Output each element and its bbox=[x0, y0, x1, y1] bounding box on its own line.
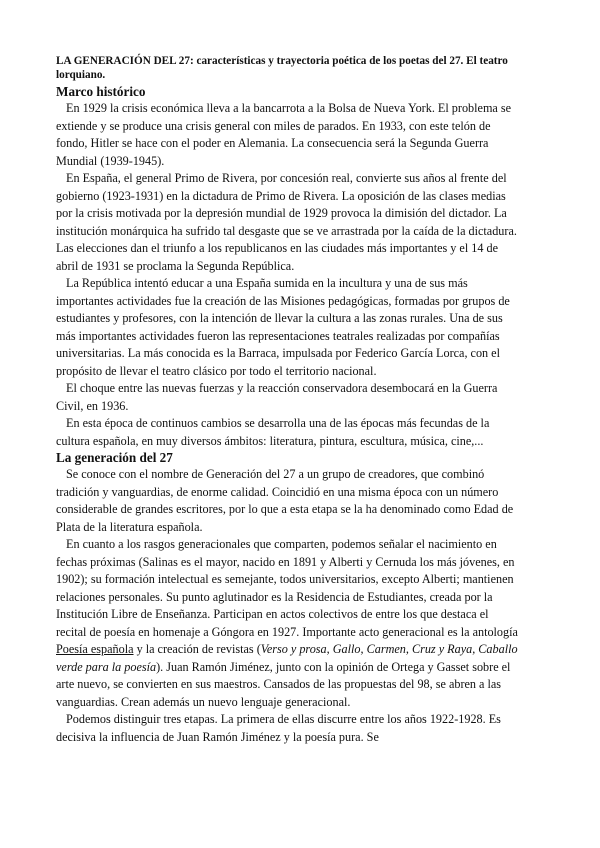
paragraph: Podemos distinguir tres etapas. La primera de ellas discurre entre los años 1922-1928. Es decisiva la influencia de Juan Ramón Jiménez y la poesía pura. Se bbox=[56, 712, 501, 744]
paragraph-text: y la creación de revistas ( bbox=[133, 642, 261, 656]
paragraph: En 1929 la crisis económica lleva a la bancarrota a la Bolsa de Nueva York. El problema se extiende y se produce una crisis general con miles de parados. En 1933, con este telón de fondo, Hitler se hace con el poder en Alemania. La consecuencia será la Segunda Guerra Mundial (1939-1945). bbox=[56, 101, 512, 168]
magazine-titles: Verso y prosa, Gallo, Carmen, Cruz y Raya, Caballo verde para la poesía bbox=[56, 642, 518, 674]
paragraph: Se conoce con el nombre de Generación del 27 a un grupo de creadores, que combinó tradición y vanguardias, de enorme calidad. Coincidió en una misma época con un número considerable de grandes escritores, por lo que a esta etapa se la ha denominado como Edad de Plata de la literatura española. bbox=[56, 467, 514, 534]
paragraph: En esta época de continuos cambios se desarrolla una de las épocas más fecundas de la cultura española, en muy diversos ámbitos: literatura, pintura, escultura, música, cine,... bbox=[56, 416, 490, 448]
document-title: LA GENERACIÓN DEL 27: características y trayectoria poética de los poetas del 27. El teatro lorquiano. bbox=[56, 55, 508, 81]
paragraph-text: ). Juan Ramón Jiménez, junto con la opinión de Ortega y Gasset sobre el arte nuevo, se convierten en sus maestros. Cansados de las propuestas del 98, se abren a las vanguardias. Crean además un nuevo lenguaje generacional. bbox=[56, 659, 511, 709]
paragraph: El choque entre las nuevas fuerzas y la reacción conservadora desembocará en la Guerra Civil, en 1936. bbox=[56, 381, 498, 413]
paragraph-text: En cuanto a los rasgos generacionales que comparten, podemos señalar el nacimiento en fechas próximas (Salinas es el mayor, nacido en 1891 y Alberti y Cernuda los más jóvenes, en 1902); su formación intelectual es semejante, todos universitarios, excepto Alberti; mantienen relaciones personales. Su punto aglutinador es la Residencia de Estudiantes, creada por la Institución Libre de Enseñanza. Participan en actos colectivos de entre los que destaca el recital de poesía en homenaje a Góngora en 1927. Importante acto generacional es la antología bbox=[56, 537, 518, 639]
section-heading-historical-context: Marco histórico bbox=[56, 84, 146, 99]
paragraph: En España, el general Primo de Rivera, por concesión real, convierte sus años al frente del gobierno (1923-1931) en la dictadura de Primo de Rivera. La oposición de las clases medias por la crisis motivada por la depresión mundial de 1929 provoca la dimisión del dictador. La institución monárquica ha sufrido tal desgaste que se ve arrastrada por la caída de la dictadura. Las elecciones dan el triunfo a los republicanos en las ciudades más importantes y el 14 de abril de 1931 se proclama la Segunda República. bbox=[56, 171, 517, 273]
paragraph: La República intentó educar a una España sumida en la incultura y una de sus más importantes actividades fue la creación de las Misiones pedagógicas, formadas por grupos de estudiantes y profesores, con la intención de llevar la cultura a las zonas rurales. Una de sus más importantes actividades fueron las representaciones teatrales realizadas por compañías universitarias. La más conocida es la Barraca, impulsada por Federico García Lorca, con el propósito de llevar el teatro clásico por todo el territorio nacional. bbox=[56, 276, 510, 378]
paragraph bbox=[56, 536, 518, 711]
anthology-title: Poesía española bbox=[56, 642, 134, 656]
section-heading-generation-27: La generación del 27 bbox=[56, 450, 173, 465]
